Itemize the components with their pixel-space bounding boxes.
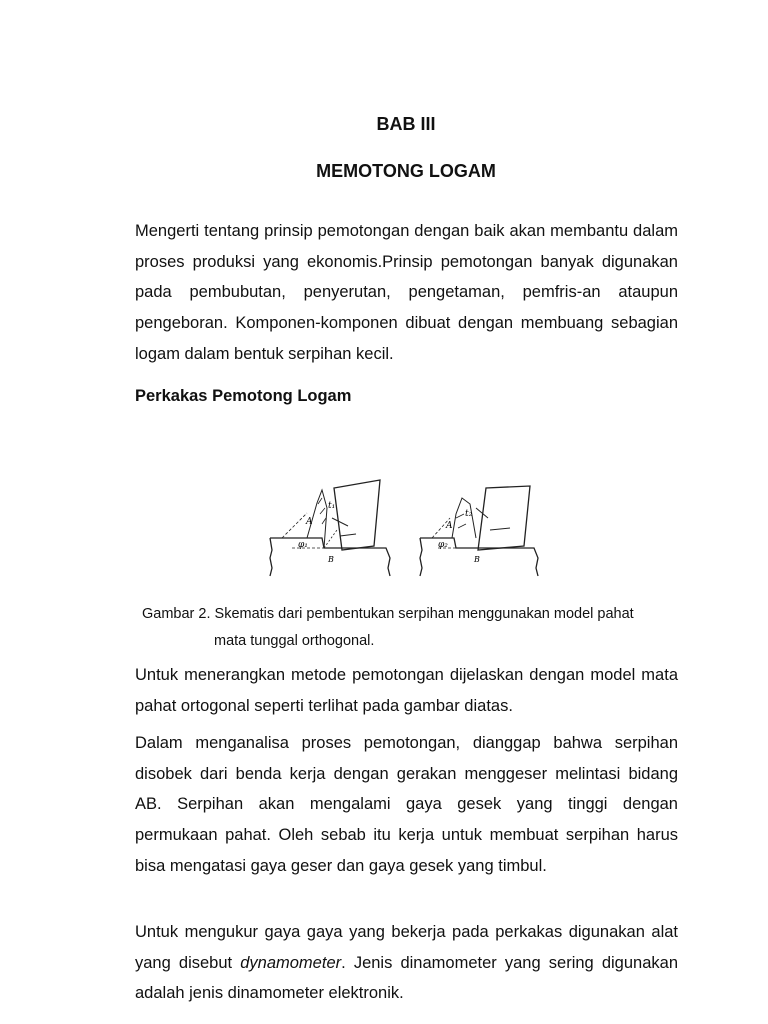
paragraph-2: Untuk menerangkan metode pemotongan dijelaskan dengan model mata pahat ortogonal seperti terlihat pada gambar diatas.: [135, 666, 678, 715]
chip-formation-figure: [262, 468, 552, 578]
right-alpha-label: A: [446, 521, 453, 531]
paragraph-4-after: . Jenis dinamometer yang sering digunakan adalah jenis dinamometer elektronik.: [135, 953, 678, 1003]
intro-paragraph: Mengerti tentang prinsip pemotongan dengan baik akan membantu dalam proses produksi yang ekonomis.Prinsip pemotongan banyak digunakan pada pembubutan, penyerutan, pengetaman, pemfris-an ataupun pengeboran. Komponen-komponen dibuat dengan membuang sebagian logam dalam bentuk serpihan kecil.: [135, 222, 678, 363]
chapter-title: MEMOTONG LOGAM: [316, 161, 496, 181]
chapter-number: BAB III: [376, 114, 436, 134]
right-phi-label: φ₂: [438, 540, 448, 550]
paragraph-4-italic: dynamometer: [240, 953, 342, 972]
paragraph-4-before: Untuk mengukur gaya gaya yang bekerja pada perkakas digunakan alat yang disebut: [135, 923, 678, 972]
figure-caption-line2: mata tunggal orthogonal.: [214, 633, 375, 649]
paragraph-3: Dalam menganalisa proses pemotongan, dianggap bahwa serpihan disobek dari benda kerja dengan gerakan menggeser melintasi bidang AB. Serpihan akan mengalami gaya gesek yang tinggi dengan permukaan pahat. Oleh sebab itu kerja untuk membuat serpihan harus bisa mengatasi gaya geser dan gaya gesek yang timbul.: [135, 734, 678, 875]
left-t-label: t₁: [328, 501, 336, 511]
right-t-label: t₂: [465, 509, 473, 519]
left-phi-label: φ₁: [298, 540, 308, 550]
left-b-label: B: [328, 555, 334, 564]
left-alpha-label: A: [306, 517, 313, 527]
section-heading: Perkakas Pemotong Logam: [135, 387, 352, 405]
paragraph-4: [135, 917, 678, 1009]
figure-caption-line1: Gambar 2. Skematis dari pembentukan serpihan menggunakan model pahat: [142, 606, 634, 622]
right-b-label: B: [474, 555, 480, 564]
